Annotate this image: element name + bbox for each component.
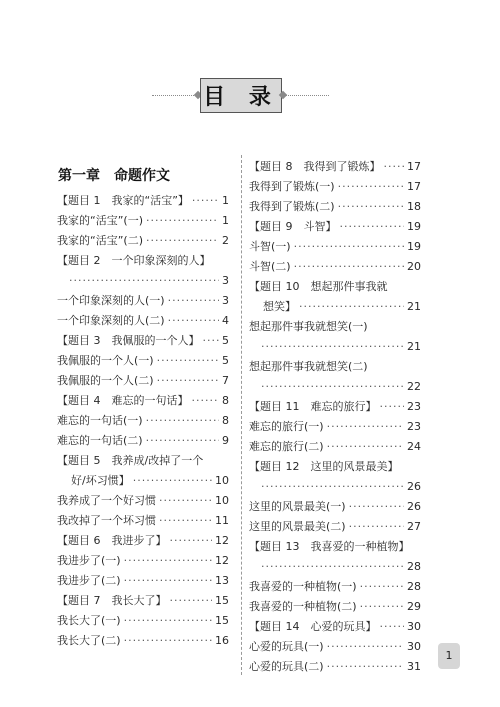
toc-entry-title: 这里的风景最美(二) [249, 520, 346, 533]
toc-entry [249, 537, 421, 557]
toc-entry [57, 411, 229, 431]
toc-entry-page: 21 [407, 340, 421, 353]
toc-entry-title: 【题目 1 我家的“活宝”】 [57, 194, 189, 207]
toc-entry [57, 331, 229, 351]
toc-entry [57, 531, 229, 551]
dot-leader [69, 271, 219, 291]
toc-entry-title: 心爱的玩具(一) [249, 640, 324, 653]
toc-entry-page: 17 [407, 160, 421, 173]
dot-leader [338, 177, 404, 197]
toc-entry-title: 我进步了(二) [57, 574, 121, 587]
toc-entry [249, 497, 421, 517]
toc-entry-title: 我长大了(一) [57, 614, 121, 627]
toc-entry [57, 391, 229, 411]
toc-entry-title: 【题目 8 我得到了锻炼】 [249, 160, 381, 173]
title-rule-left [152, 95, 198, 97]
toc-entry-page: 9 [222, 434, 229, 447]
toc-entry-page: 8 [222, 394, 229, 407]
toc-entry-title: 【题目 10 想起那件事我就 [249, 280, 388, 293]
toc-entry-title: 难忘的旅行(二) [249, 440, 324, 453]
toc-entry [57, 471, 229, 491]
toc-entry-title: 想起那件事我就想笑(一) [249, 320, 368, 333]
toc-entry-page: 5 [222, 334, 229, 347]
toc-entry-title: 【题目 9 斗智】 [249, 220, 337, 233]
toc-entry-page: 24 [407, 440, 421, 453]
page-title: 目 录 [200, 78, 282, 113]
toc-entry-title: 斗智(一) [249, 240, 291, 253]
toc-entry-title: 我得到了锻炼(二) [249, 200, 335, 213]
toc-entry-page: 7 [222, 374, 229, 387]
page-number: 1 [438, 643, 460, 669]
toc-entry-page: 20 [407, 260, 421, 273]
dot-leader [338, 197, 404, 217]
dot-leader [133, 471, 212, 491]
toc-entry-title: 【题目 4 难忘的一句话】 [57, 394, 189, 407]
toc-entry-page: 1 [222, 214, 229, 227]
toc-entry [57, 231, 229, 251]
toc-entry [249, 457, 421, 477]
toc-entry [249, 337, 421, 357]
dot-leader [168, 311, 219, 331]
dot-leader [327, 437, 404, 457]
dot-leader [146, 211, 219, 231]
toc-entry [57, 511, 229, 531]
toc-entry-page: 28 [407, 560, 421, 573]
toc-entry-title: 【题目 13 我喜爱的一种植物】 [249, 540, 410, 553]
chapter-heading: 第一章 命题作文 [58, 168, 170, 184]
dot-leader [360, 577, 404, 597]
toc-entry-page: 10 [215, 474, 229, 487]
toc-entry [57, 351, 229, 371]
toc-entry [57, 591, 229, 611]
toc-entry [57, 191, 229, 211]
toc-entry [57, 631, 229, 651]
toc-entry-page: 26 [407, 500, 421, 513]
dot-leader [168, 291, 219, 311]
dot-leader [203, 331, 220, 351]
toc-entry [57, 371, 229, 391]
toc-entry-title: 难忘的一句话(二) [57, 434, 143, 447]
dot-leader [124, 611, 212, 631]
dot-leader [170, 531, 213, 551]
dot-leader [327, 657, 404, 677]
toc-entry [57, 311, 229, 331]
toc-entry-page: 3 [222, 294, 229, 307]
dot-leader [384, 157, 405, 177]
dot-leader [146, 411, 219, 431]
toc-entry-title: 我长大了(二) [57, 634, 121, 647]
dot-leader [349, 497, 404, 517]
toc-entry [57, 271, 229, 291]
toc-entry-page: 13 [215, 574, 229, 587]
title-rule-right [283, 95, 329, 97]
toc-entry-page: 28 [407, 580, 421, 593]
dot-leader [157, 351, 219, 371]
toc-entry-page: 15 [215, 594, 229, 607]
toc-entry-title: 想笑】 [263, 300, 296, 313]
toc-entry [57, 211, 229, 231]
toc-entry [249, 597, 421, 617]
toc-entry-page: 4 [222, 314, 229, 327]
dot-leader [146, 431, 219, 451]
dot-leader [192, 191, 219, 211]
toc-entry [249, 277, 421, 297]
toc-entry-title: 我进步了(一) [57, 554, 121, 567]
toc-entry-title: 【题目 6 我进步了】 [57, 534, 167, 547]
toc-entry-title: 我佩服的一个人(一) [57, 354, 154, 367]
toc-entry-page: 3 [222, 274, 229, 287]
toc-entry-title: 一个印象深刻的人(一) [57, 294, 165, 307]
toc-entry-title: 我家的“活宝”(一) [57, 214, 143, 227]
dot-leader [146, 231, 219, 251]
toc-entry [249, 637, 421, 657]
toc-entry-page: 30 [407, 620, 421, 633]
dot-leader [159, 511, 212, 531]
dot-leader [327, 637, 404, 657]
toc-entry [249, 377, 421, 397]
dot-leader [294, 257, 404, 277]
dot-leader [124, 631, 212, 651]
toc-entry [249, 397, 421, 417]
dot-leader [294, 237, 404, 257]
dot-leader [261, 377, 404, 397]
toc-entry [57, 611, 229, 631]
toc-entry-page: 29 [407, 600, 421, 613]
toc-entry-title: 【题目 12 这里的风景最美】 [249, 460, 399, 473]
toc-entry [249, 317, 421, 337]
title-banner [0, 78, 500, 114]
dot-leader [170, 591, 213, 611]
toc-entry-title: 好/坏习惯】 [71, 474, 130, 487]
toc-entry-title: 【题目 14 心爱的玩具】 [249, 620, 377, 633]
toc-entry [249, 197, 421, 217]
toc-entry-title: 我佩服的一个人(二) [57, 374, 154, 387]
toc-entry [57, 291, 229, 311]
toc-entry-title: 斗智(二) [249, 260, 291, 273]
dot-leader [340, 217, 405, 237]
toc-entry-title: 【题目 2 一个印象深刻的人】 [57, 254, 211, 267]
toc-entry-page: 12 [215, 554, 229, 567]
toc-entry [249, 477, 421, 497]
toc-entry-page: 31 [407, 660, 421, 673]
toc-entry-page: 23 [407, 400, 421, 413]
toc-entry [57, 251, 229, 271]
dot-leader [261, 477, 404, 497]
toc-entry-page: 22 [407, 380, 421, 393]
dot-leader [157, 371, 219, 391]
toc-entry-page: 16 [215, 634, 229, 647]
toc-entry-title: 我改掉了一个坏习惯 [57, 514, 156, 527]
toc-entry-title: 想起那件事我就想笑(二) [249, 360, 368, 373]
toc-entry-page: 8 [222, 414, 229, 427]
toc-entry [249, 357, 421, 377]
toc-entry [249, 157, 421, 177]
toc-entry-page: 5 [222, 354, 229, 367]
toc-entry [249, 257, 421, 277]
toc-entry-page: 15 [215, 614, 229, 627]
toc-entry [57, 431, 229, 451]
toc-entry-page: 17 [407, 180, 421, 193]
toc-entry [249, 237, 421, 257]
toc-entry-page: 21 [407, 300, 421, 313]
toc-entry-title: 【题目 3 我佩服的一个人】 [57, 334, 200, 347]
toc-entry-page: 23 [407, 420, 421, 433]
toc-entry-title: 难忘的旅行(一) [249, 420, 324, 433]
dot-leader [327, 417, 404, 437]
toc-entry-page: 30 [407, 640, 421, 653]
toc-entry [57, 571, 229, 591]
toc-entry [57, 491, 229, 511]
dot-leader [261, 337, 404, 357]
toc-entry-page: 11 [215, 514, 229, 527]
toc-entry [249, 437, 421, 457]
toc-entry [249, 297, 421, 317]
dot-leader [124, 571, 212, 591]
toc-entry-title: 一个印象深刻的人(二) [57, 314, 165, 327]
dot-leader [380, 397, 405, 417]
toc-entry-page: 27 [407, 520, 421, 533]
toc-entry [57, 551, 229, 571]
toc-entry-title: 【题目 7 我长大了】 [57, 594, 167, 607]
toc-entry-title: 我养成了一个好习惯 [57, 494, 156, 507]
toc-entry-title: 我喜爱的一种植物(二) [249, 600, 357, 613]
toc-entry [249, 577, 421, 597]
dot-leader [159, 491, 212, 511]
toc-entry [249, 217, 421, 237]
toc-entry-title: 这里的风景最美(一) [249, 500, 346, 513]
toc-entry [249, 557, 421, 577]
dot-leader [349, 517, 404, 537]
toc-entry-page: 18 [407, 200, 421, 213]
toc-entry-page: 2 [222, 234, 229, 247]
toc-entry-title: 我得到了锻炼(一) [249, 180, 335, 193]
toc-entry-title: 难忘的一句话(一) [57, 414, 143, 427]
dot-leader [124, 551, 212, 571]
toc-entry [249, 657, 421, 677]
toc-entry-title: 心爱的玩具(二) [249, 660, 324, 673]
toc-entry-page: 26 [407, 480, 421, 493]
dot-leader [192, 391, 220, 411]
column-divider [241, 155, 242, 675]
dot-leader [360, 597, 404, 617]
toc-entry-page: 12 [215, 534, 229, 547]
toc-left-column [57, 191, 229, 651]
toc-entry-page: 1 [222, 194, 229, 207]
toc-entry-title: 我喜爱的一种植物(一) [249, 580, 357, 593]
toc-entry-page: 10 [215, 494, 229, 507]
dot-leader [380, 617, 405, 637]
toc-entry [249, 617, 421, 637]
toc-entry-title: 【题目 11 难忘的旅行】 [249, 400, 377, 413]
dot-leader [261, 557, 404, 577]
dot-leader [299, 297, 404, 317]
toc-entry-title: 我家的“活宝”(二) [57, 234, 143, 247]
toc-entry [249, 517, 421, 537]
toc-entry [57, 451, 229, 471]
toc-right-column [249, 157, 421, 677]
toc-entry-title: 【题目 5 我养成/改掉了一个 [57, 454, 204, 467]
toc-entry [249, 417, 421, 437]
toc-entry-page: 19 [407, 240, 421, 253]
toc-entry-page: 19 [407, 220, 421, 233]
toc-entry [249, 177, 421, 197]
